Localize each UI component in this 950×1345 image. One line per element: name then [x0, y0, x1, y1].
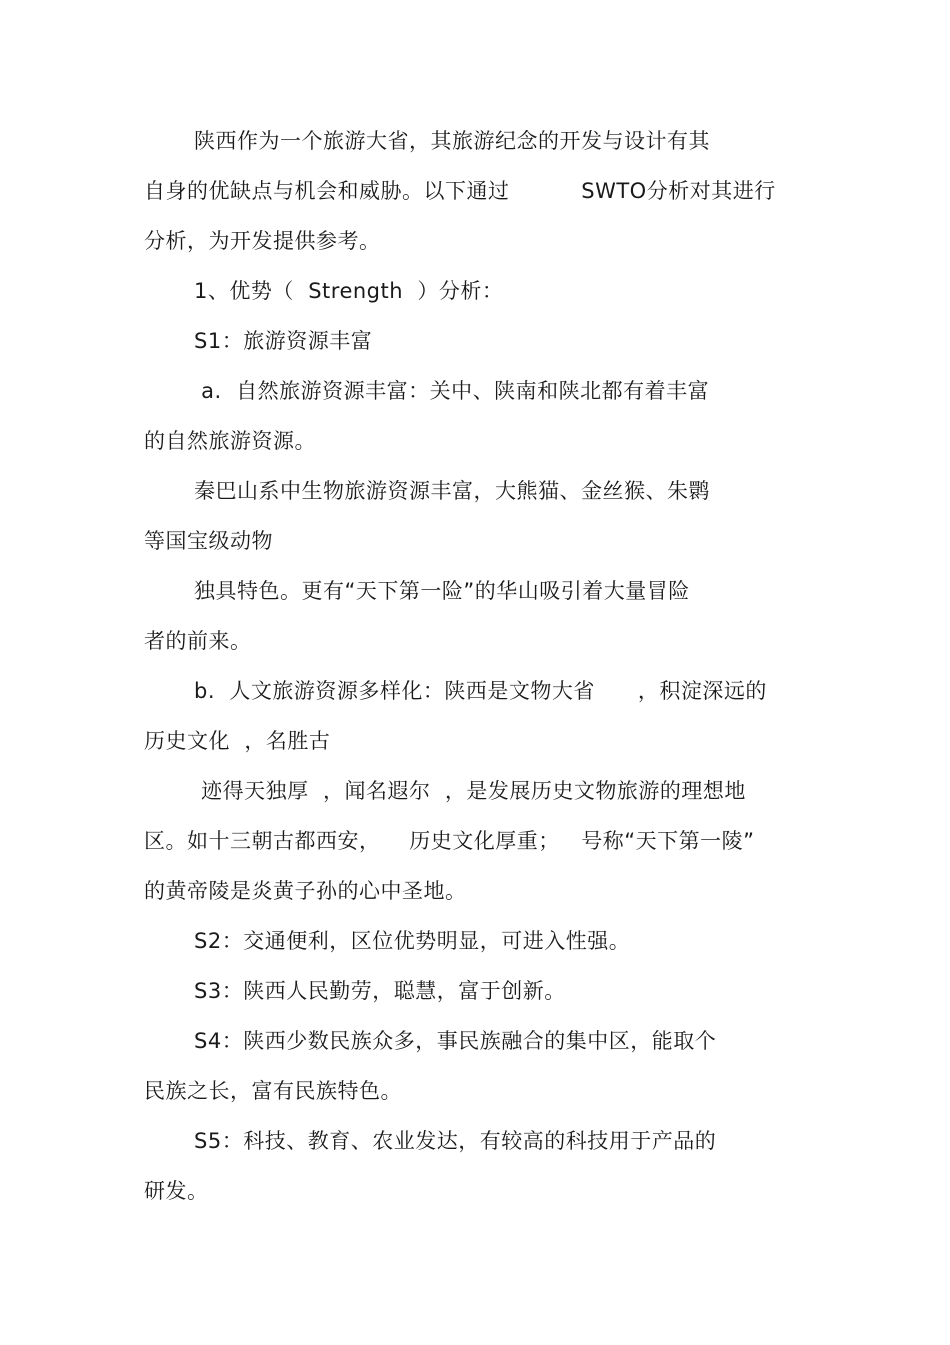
subheading-s5-line-2: 研发。 — [144, 1179, 209, 1203]
paragraph-relics-line-2: 区。如十三朝古都西安， 历史文化厚重； 号称“天下第一陵” — [144, 829, 755, 853]
paragraph-huashan-line-1: 独具特色。更有“天下第一险”的华山吸引着大量冒险 — [194, 579, 690, 603]
subheading-s3: S3：陕西人民勤劳，聪慧，富于创新。 — [194, 979, 566, 1003]
paragraph-relics-line-3: 的黄帝陵是炎黄子孙的心中圣地。 — [144, 879, 467, 903]
item-a-line-1: a. 自然旅游资源丰富：关中、陕南和陕北都有着丰富 — [194, 379, 710, 403]
paragraph-qinba-line-1: 秦巴山系中生物旅游资源丰富，大熊猫、金丝猴、朱鹮 — [194, 479, 710, 503]
item-b-line-1: b. 人文旅游资源多样化：陕西是文物大省 ，积淀深远的 — [194, 679, 767, 703]
paragraph-qinba-line-2: 等国宝级动物 — [144, 529, 273, 553]
section-heading-strength: 1、优势（ Strength ）分析： — [194, 279, 504, 303]
subheading-s5-line-1: S5：科技、教育、农业发达，有较高的科技用于产品的 — [194, 1129, 717, 1153]
item-a-line-2: 的自然旅游资源。 — [144, 429, 316, 453]
paragraph-intro-line-1: 陕西作为一个旅游大省，其旅游纪念的开发与设计有其 — [194, 129, 710, 153]
subheading-s1: S1：旅游资源丰富 — [194, 329, 373, 353]
paragraph-intro-line-2: 自身的优缺点与机会和威胁。以下通过 SWTO分析对其进行 — [144, 179, 776, 203]
item-b-line-2: 历史文化 ，名胜古 — [144, 729, 331, 753]
paragraph-intro-line-3: 分析，为开发提供参考。 — [144, 229, 381, 253]
paragraph-relics-line-1: 迹得天独厚 ，闻名遐尔 ，是发展历史文物旅游的理想地 — [194, 779, 746, 803]
subheading-s4-line-1: S4：陕西少数民族众多，事民族融合的集中区，能取个 — [194, 1029, 717, 1053]
paragraph-huashan-line-2: 者的前来。 — [144, 629, 252, 653]
subheading-s4-line-2: 民族之长，富有民族特色。 — [144, 1079, 402, 1103]
subheading-s2: S2：交通便利，区位优势明显，可进入性强。 — [194, 929, 631, 953]
